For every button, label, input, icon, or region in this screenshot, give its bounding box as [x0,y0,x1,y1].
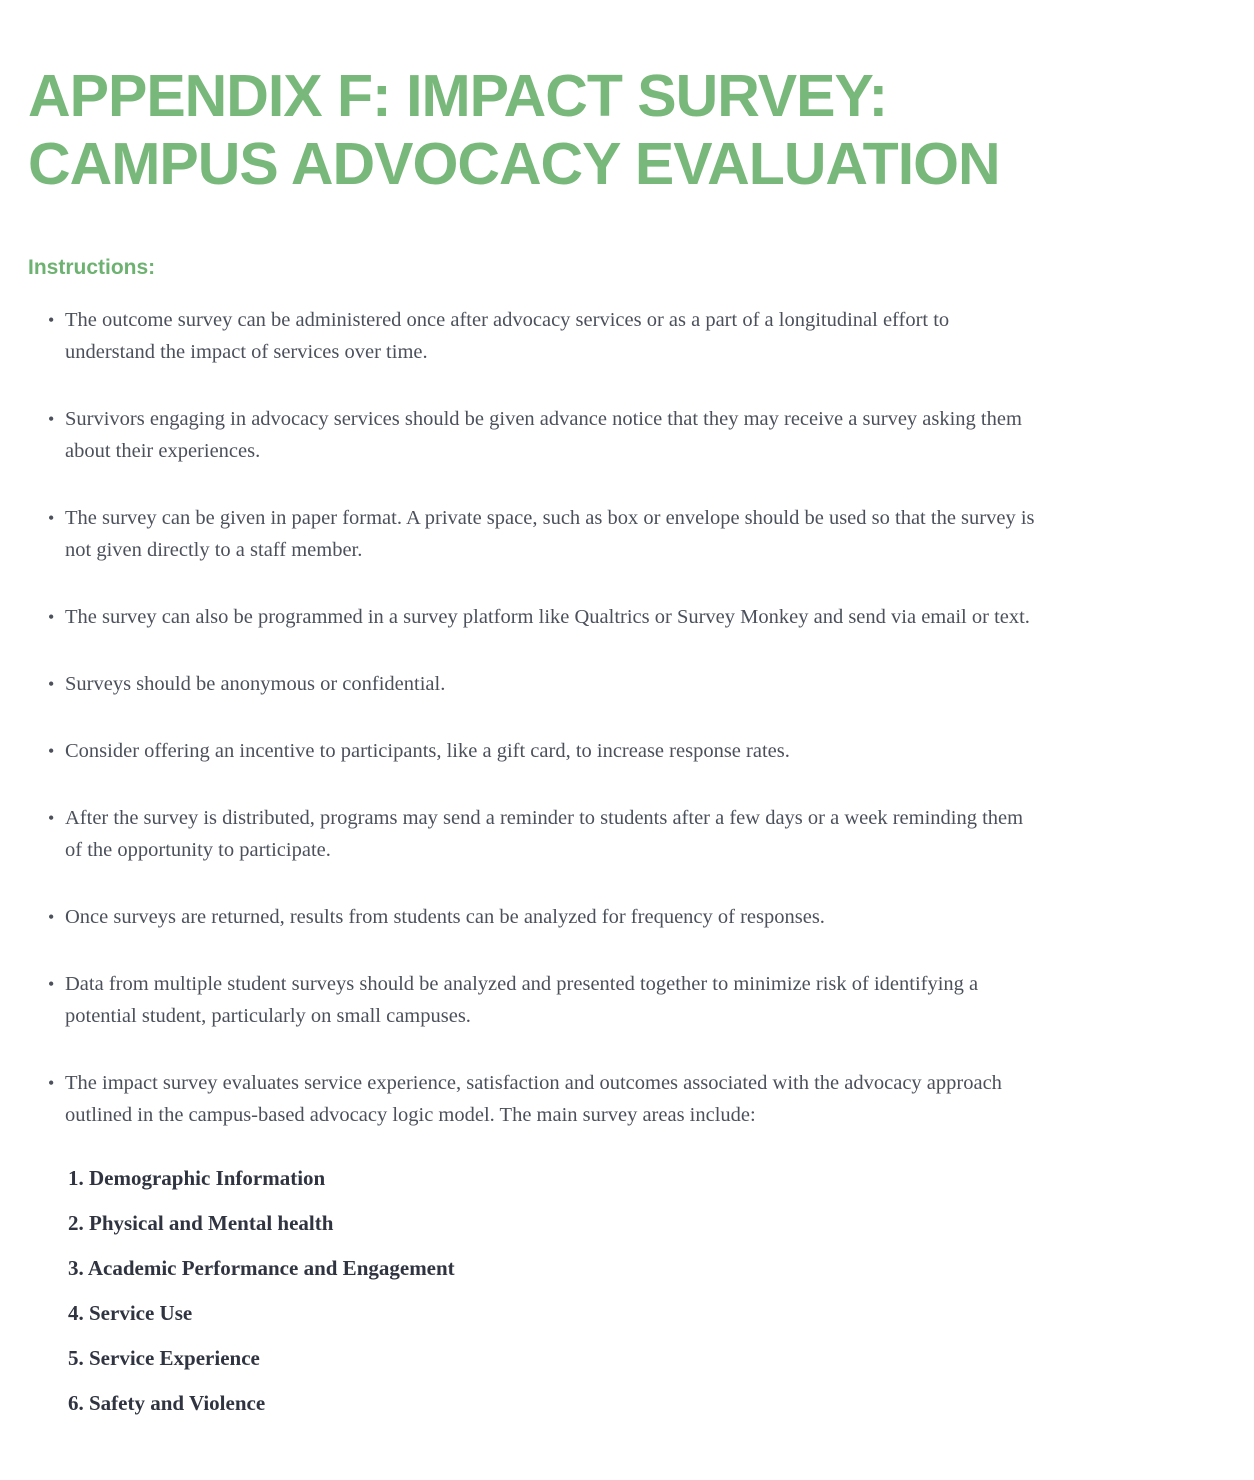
instruction-bullet-item: • The outcome survey can be administered once after advocacy services or as a part of a longitudinal effort to understand the impact of services over time. [65,304,1040,368]
survey-areas-list [28,1166,1194,1415]
instruction-bullet-item: • Data from multiple student surveys should be analyzed and presented together to minimize risk of identifying a potential student, particularly on small campuses. [65,968,1040,1032]
instruction-bullet-item: • The survey can also be programmed in a survey platform like Qualtrics or Survey Monkey and send via email or text. [65,601,1040,633]
instruction-bullet-item: • After the survey is distributed, programs may send a reminder to students after a few days or a week reminding them of the opportunity to participate. [65,802,1040,866]
instruction-bullet-item: • Once surveys are returned, results from students can be analyzed for frequency of responses. [65,901,1040,933]
instructions-label: Instructions: [28,256,156,279]
page-title-line1: APPENDIX F: IMPACT SURVEY: [28,63,888,129]
survey-area-item: 6. Safety and Violence [68,1391,266,1415]
instruction-bullet-item: • Survivors engaging in advocacy services should be given advance notice that they may receive a survey asking them about their experiences. [65,403,1040,467]
page-title [28,62,1078,198]
survey-area-item: 1. Demographic Information [68,1166,326,1190]
survey-area-item: 2. Physical and Mental health [68,1211,334,1235]
page-title-line2: CAMPUS ADVOCACY EVALUATION [28,131,1000,197]
survey-area-item: 3. Academic Performance and Engagement [68,1256,455,1280]
instruction-bullet-item: • Surveys should be anonymous or confidential. [65,668,1040,700]
instructions-bullet-list [28,304,1040,1131]
instruction-bullet-item: • Consider offering an incentive to participants, like a gift card, to increase response rates. [65,735,1040,767]
instruction-bullet-item: • The impact survey evaluates service experience, satisfaction and outcomes associated with the advocacy approach outlined in the campus-based advocacy logic model. The main survey areas include: [65,1067,1040,1131]
survey-area-item: 5. Service Experience [68,1346,260,1370]
instruction-bullet-item: • The survey can be given in paper format. A private space, such as box or envelope should be used so that the survey is not given directly to a staff member. [65,502,1040,566]
survey-area-item: 4. Service Use [68,1301,193,1325]
